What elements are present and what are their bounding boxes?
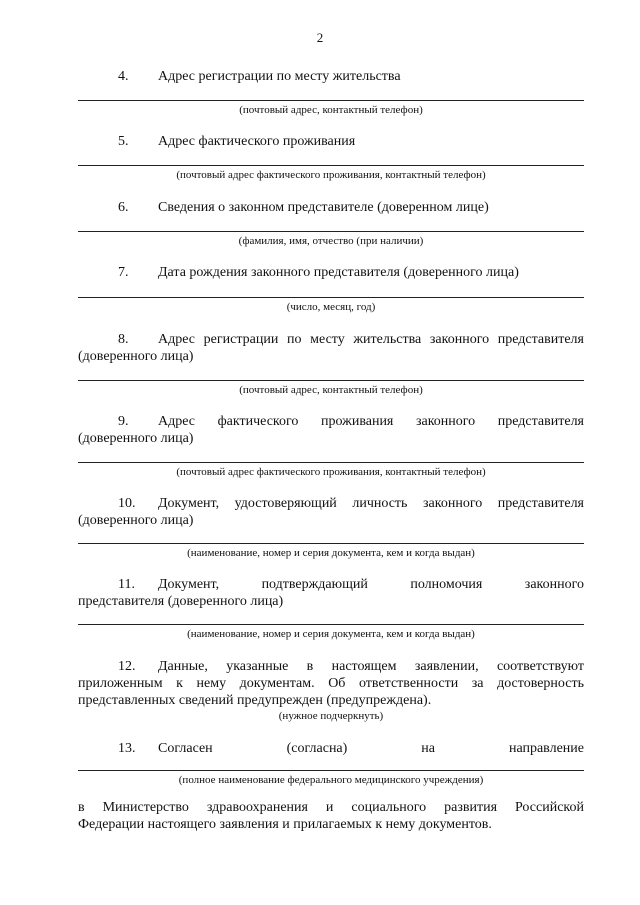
caption-8: (почтовый адрес, контактный телефон) bbox=[239, 384, 423, 396]
item-13 bbox=[78, 740, 584, 757]
caption-12[interactable]: (нужное подчеркнуть) bbox=[278, 710, 384, 722]
item-text: Адрес фактического проживания законного представителя bbox=[158, 414, 584, 429]
fill-line-9[interactable] bbox=[78, 462, 584, 463]
fill-line-11[interactable] bbox=[78, 624, 584, 625]
item-number: 7. bbox=[118, 265, 129, 280]
item-text: Данные, указанные в настоящем заявлении, соответствуют bbox=[158, 659, 584, 674]
item-text-cont: приложенным к нему документам. Об ответственности за достоверность bbox=[78, 676, 584, 691]
caption-7: (число, месяц, год) bbox=[286, 301, 376, 313]
item-text: Дата рождения законного представителя (доверенного лица) bbox=[158, 265, 519, 280]
item-11 bbox=[78, 576, 584, 610]
item-text: Согласен (согласна) на направление bbox=[158, 741, 584, 756]
item-5 bbox=[78, 133, 584, 150]
item-6 bbox=[78, 199, 584, 216]
caption-9: (почтовый адрес фактического проживания, контактный телефон) bbox=[176, 466, 486, 478]
item-text: Адрес регистрации по месту жительства законного представителя bbox=[158, 332, 584, 347]
item-text: Сведения о законном представителе (доверенном лице) bbox=[158, 200, 489, 215]
fill-line-8[interactable] bbox=[78, 380, 584, 381]
caption-10: (наименование, номер и серия документа, кем и когда выдан) bbox=[187, 547, 475, 559]
item-9 bbox=[78, 413, 584, 447]
caption-5: (почтовый адрес фактического проживания, контактный телефон) bbox=[176, 169, 486, 181]
fill-line-10[interactable] bbox=[78, 543, 584, 544]
item-number: 5. bbox=[118, 134, 129, 149]
fill-line-4[interactable] bbox=[78, 100, 584, 101]
item-7 bbox=[78, 264, 584, 281]
caption-13: (полное наименование федерального медицинского учреждения) bbox=[178, 774, 484, 786]
page-number: 2 bbox=[316, 30, 324, 45]
item-10 bbox=[78, 495, 584, 529]
item-number: 12. bbox=[118, 659, 136, 674]
caption-4: (почтовый адрес, контактный телефон) bbox=[239, 104, 423, 116]
item-number: 8. bbox=[118, 332, 129, 347]
item-number: 9. bbox=[118, 414, 129, 429]
item-number: 10. bbox=[118, 496, 136, 511]
caption-6: (фамилия, имя, отчество (при наличии) bbox=[238, 235, 424, 247]
item-12 bbox=[78, 658, 584, 709]
item-text: Документ, удостоверяющий личность законного представителя bbox=[158, 496, 584, 511]
closing-paragraph bbox=[78, 799, 584, 833]
item-number: 11. bbox=[118, 577, 135, 592]
item-number: 6. bbox=[118, 200, 129, 215]
item-text: Адрес регистрации по месту жительства bbox=[158, 69, 401, 84]
caption-11: (наименование, номер и серия документа, кем и когда выдан) bbox=[187, 628, 475, 640]
closing-line-2: Федерации настоящего заявления и прилагаемых к нему документов. bbox=[78, 817, 492, 832]
item-8 bbox=[78, 331, 584, 365]
closing-line-1: в Министерство здравоохранения и социального развития Российской bbox=[78, 800, 584, 815]
item-text: Документ, подтверждающий полномочия законного bbox=[158, 577, 584, 592]
fill-line-7[interactable] bbox=[78, 297, 584, 298]
item-number: 4. bbox=[118, 69, 129, 84]
item-text-cont: (доверенного лица) bbox=[78, 431, 194, 446]
fill-line-6[interactable] bbox=[78, 231, 584, 232]
item-4 bbox=[78, 68, 584, 85]
item-text-cont: (доверенного лица) bbox=[78, 349, 194, 364]
fill-line-13[interactable] bbox=[78, 770, 584, 771]
item-text-cont: представленных сведений предупрежден (предупреждена). bbox=[78, 693, 432, 708]
item-number: 13. bbox=[118, 741, 136, 756]
fill-line-5[interactable] bbox=[78, 165, 584, 166]
item-text-cont: (доверенного лица) bbox=[78, 513, 194, 528]
item-text: Адрес фактического проживания bbox=[158, 134, 356, 149]
item-text-cont: представителя (доверенного лица) bbox=[78, 594, 284, 609]
